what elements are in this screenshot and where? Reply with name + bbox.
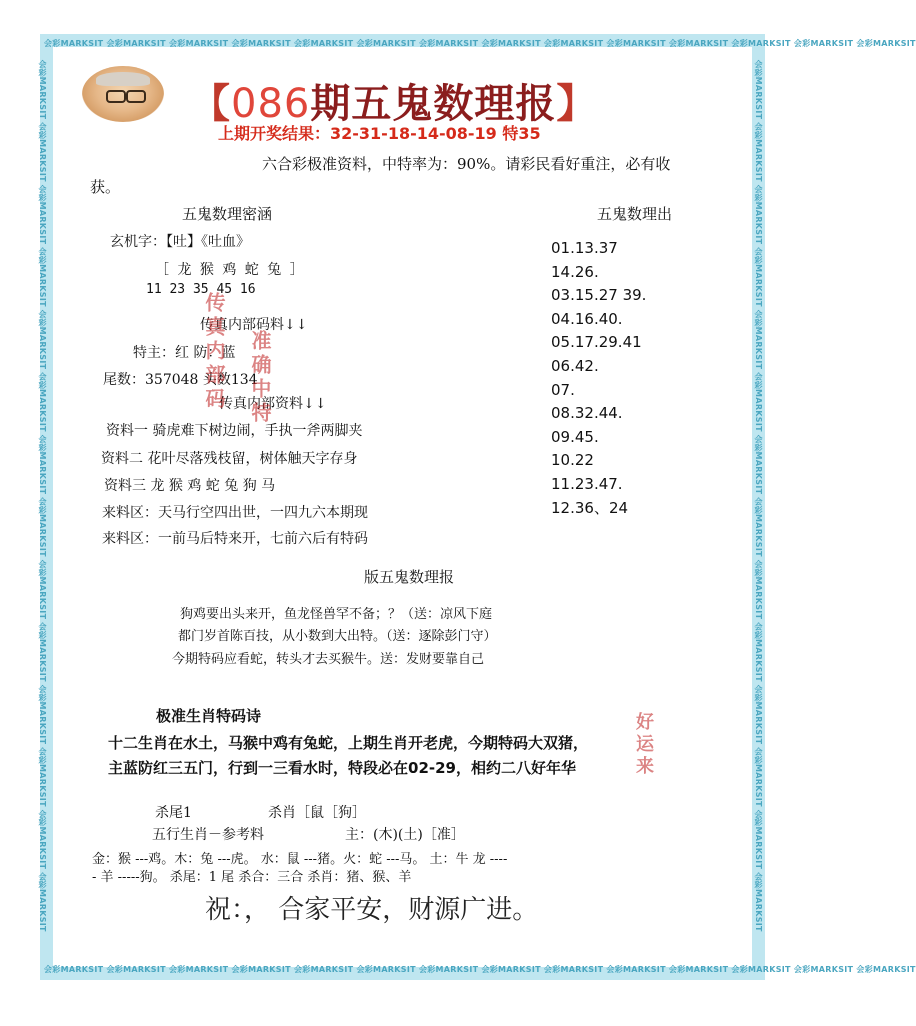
number-row: 08.32.44. [551, 404, 623, 423]
ziliao-1: 资料一 骑虎难下树边闹，手执一斧两脚夹 [106, 423, 363, 439]
poem-line-2: 主蓝防红三五门，行到一三看水时，特段必在02-29，相约二八好年华 [108, 759, 576, 777]
red-stamp-1: 传真内部码 [202, 292, 226, 412]
intro-line-1: 六合彩极准资料，中特率为：90%。请彩民看好重注，必有收 [262, 155, 671, 173]
section-line-3: 今期特码应看蛇，转头才去买猴牛。送：发财要靠自己 [172, 652, 485, 667]
last-result: 上期开奖结果：32-31-18-14-08-19 特35 [218, 124, 541, 143]
laiyuan-1: 来料区：天马行空四出世，一四九六本期现 [102, 505, 368, 521]
title-bracket-open: 【 [190, 81, 231, 127]
watermark-right: 会彩MARKSIT 会彩MARKSIT 会彩MARKSIT 会彩MARKSIT 会彩MARKSIT 会彩MARKSIT 会彩MARKSIT 会彩MARKSIT 会彩MARKSIT 会彩MARKSIT 会彩MARKSIT 会彩MARKSIT 会彩MARKSIT 会彩MARKSIT [754, 60, 763, 932]
number-list: 11 23 35 45 16 [146, 282, 256, 297]
poem-line-1: 十二生肖在水土，马猴中鸡有兔蛇，上期生肖开老虎，今期特码大双猪， [108, 734, 589, 752]
wuxing-line-1: 金：猴 ---鸡。木：兔 ---虎。 水：鼠 ---猪。火：蛇 ---马。 土：牛 龙 ---- [92, 852, 508, 867]
fax-heading-2: 传真内部资料↓↓ [219, 396, 327, 412]
watermark-top: 会彩MARKSIT 会彩MARKSIT 会彩MARKSIT 会彩MARKSIT 会彩MARKSIT 会彩MARKSIT 会彩MARKSIT 会彩MARKSIT 会彩MARKSIT 会彩MARKSIT 会彩MARKSIT 会彩MARKSIT 会彩MARKSIT 会彩MARKSIT [44, 39, 916, 48]
number-row: 12.36、24 [551, 498, 629, 517]
fax-heading-1: 传真内部码料↓↓ [200, 317, 308, 333]
ziliao-2: 资料二 花叶尽落残枝留，树体触天字存身 [101, 451, 358, 467]
issue-number: 086 [231, 81, 311, 127]
left-heading: 五鬼数理密涵 [182, 205, 273, 223]
red-stamp-2: 准确中特 [248, 330, 272, 426]
red-stamp-3: 好运来 [633, 712, 654, 778]
intro-line-2: 获。 [90, 178, 121, 196]
wuxing-text: 五行生肖－参考料 [152, 827, 264, 843]
number-row: 09.45. [551, 427, 599, 446]
shawei-text: 杀尾1 [155, 805, 192, 821]
title-text: 期五鬼数理报 [310, 81, 557, 127]
number-row: 01.13.37 [551, 239, 618, 257]
number-row: 11.23.47. [551, 474, 623, 493]
watermark-left: 会彩MARKSIT 会彩MARKSIT 会彩MARKSIT 会彩MARKSIT 会彩MARKSIT 会彩MARKSIT 会彩MARKSIT 会彩MARKSIT 会彩MARKSIT 会彩MARKSIT 会彩MARKSIT 会彩MARKSIT 会彩MARKSIT 会彩MARKSIT [38, 60, 47, 932]
watermark-bottom: 会彩MARKSIT 会彩MARKSIT 会彩MARKSIT 会彩MARKSIT 会彩MARKSIT 会彩MARKSIT 会彩MARKSIT 会彩MARKSIT 会彩MARKSIT 会彩MARKSIT 会彩MARKSIT 会彩MARKSIT 会彩MARKSIT 会彩MARKSIT [44, 965, 916, 974]
title-bracket-close: 】 [556, 81, 598, 127]
number-row: 05.17.29.41 [551, 333, 642, 352]
right-heading: 五鬼数理出 [597, 205, 673, 223]
poem-title: 极准生肖特码诗 [156, 707, 262, 725]
number-row: 03.15.27 39. [551, 286, 647, 305]
number-row: 14.26. [551, 262, 599, 281]
xuanji-text: 玄机字：【吐】《吐血》 [110, 234, 250, 250]
number-row: 07. [551, 380, 575, 399]
number-row: 10.22 [551, 451, 594, 470]
zodiac-list: ［ 龙 猴 鸡 蛇 兔 ］ [155, 262, 306, 278]
ziliao-3: 资料三 龙 猴 鸡 蛇 兔 狗 马 [104, 478, 276, 494]
tezhu-text: 特主：红 防：蓝 [133, 345, 236, 361]
wuxing-line-2: - 羊 -----狗。 杀尾：1 尾 杀合：三合 杀肖：猪、猴、羊 [92, 870, 412, 885]
portrait-image [82, 66, 164, 122]
number-column [551, 237, 646, 520]
weishu-text: 尾数：357048 头数134 [103, 372, 258, 388]
number-row: 04.16.40. [551, 309, 623, 328]
section-line-2: 都门岁首陈百技，从小数到大出特。（送：逐除彭门守） [178, 629, 497, 644]
section-line-1: 狗鸡要出头来开，鱼龙怪兽罕不备；？（送：凉风下庭 [180, 607, 493, 622]
blessing-text: 祝：， 合家平安，财源广进。 [205, 895, 539, 925]
zhu-text: 主：(木)(土)［准］ [345, 827, 465, 843]
number-row: 06.42. [551, 356, 599, 375]
shaxiao-text: 杀肖［鼠［狗］ [268, 805, 366, 821]
section-title: 版五鬼数理报 [364, 568, 455, 586]
laiyuan-2: 来料区：一前马后特来开，七前六后有特码 [102, 531, 368, 547]
